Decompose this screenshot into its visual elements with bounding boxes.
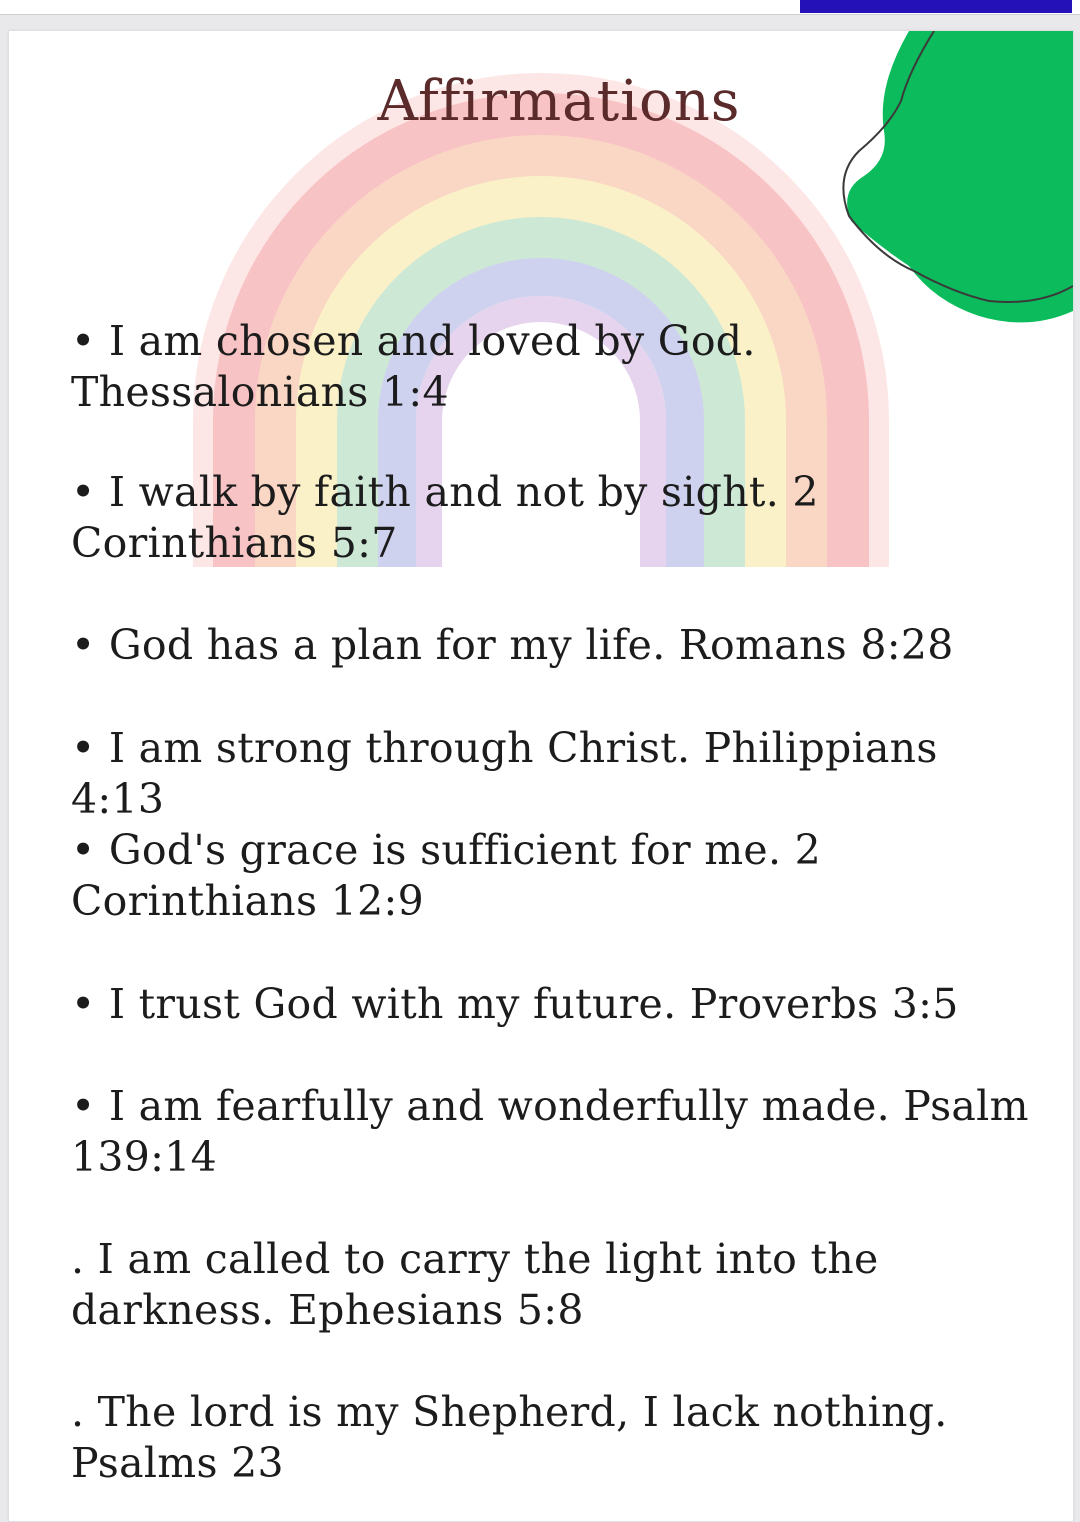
top-bar	[0, 0, 1080, 15]
affirmation-item: . The lord is my Shepherd, I lack nothing. Psalms 23	[71, 1388, 948, 1487]
affirmation-item: • God has a plan for my life. Romans 8:28	[71, 621, 954, 669]
affirmations-card	[8, 30, 1074, 1522]
affirmation-item: • I am chosen and loved by God. Thessalonians 1:4	[71, 317, 756, 416]
affirmation-item: • I am fearfully and wonderfully made. Psalm 139:14	[71, 1082, 1029, 1181]
top-bar-accent	[800, 0, 1072, 13]
page-title: Affirmations	[377, 69, 741, 134]
affirmation-item: • God's grace is sufficient for me. 2 Corinthians 12:9	[71, 826, 822, 925]
affirmation-item: . I am called to carry the light into the darkness. Ephesians 5:8	[71, 1235, 879, 1334]
affirmation-item: • I walk by faith and not by sight. 2 Corinthians 5:7	[71, 468, 819, 567]
affirmation-item: • I trust God with my future. Proverbs 3:5	[71, 980, 959, 1028]
affirmation-item: • I am strong through Christ. Philippians 4:13	[71, 724, 938, 823]
